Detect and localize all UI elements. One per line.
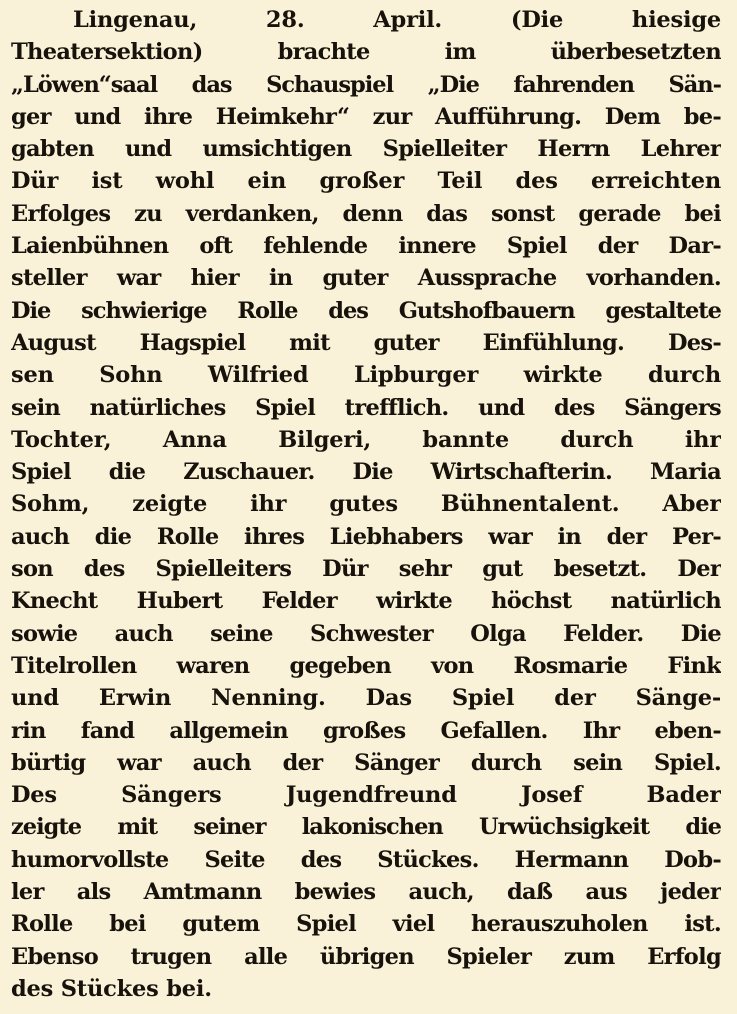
article-line: auch die Rolle ihres Liebhabers war in der Per- bbox=[11, 523, 721, 550]
article-line: „Löwen“saal das Schauspiel „Die fahrenden Sän- bbox=[11, 71, 721, 98]
article-line: Theatersektion) brachte im überbesetzten bbox=[11, 39, 721, 66]
article-line: Dür ist wohl ein großer Teil des erreichten bbox=[11, 168, 721, 195]
article-line: humorvollste Seite des Stückes. Hermann Dob- bbox=[11, 846, 721, 873]
article-line: zeigte mit seiner lakonischen Urwüchsigkeit die bbox=[11, 814, 721, 841]
article-line: Die schwierige Rolle des Gutshofbauern gestaltete bbox=[11, 297, 721, 324]
article-line: son des Spielleiters Dür sehr gut besetzt. Der bbox=[11, 556, 721, 583]
article-line: des Stückes bei. bbox=[11, 975, 212, 1002]
article-body bbox=[11, 4, 721, 1005]
article-line: rin fand allgemein großes Gefallen. Ihr eben- bbox=[11, 717, 721, 744]
article-line: gabten und umsichtigen Spielleiter Herrn Lehrer bbox=[11, 136, 721, 163]
article-line: Erfolges zu verdanken, denn das sonst gerade bei bbox=[11, 200, 721, 227]
article-line: Titelrollen waren gegeben von Rosmarie Fink bbox=[11, 652, 721, 679]
article-line: sowie auch seine Schwester Olga Felder. Die bbox=[11, 620, 721, 647]
article-line: Des Sängers Jugendfreund Josef Bader bbox=[11, 782, 721, 809]
article-line: Knecht Hubert Felder wirkte höchst natürlich bbox=[11, 588, 721, 615]
article-line: Tochter, Anna Bilgeri, bannte durch ihr bbox=[11, 426, 721, 453]
article-line: bürtig war auch der Sänger durch sein Spiel. bbox=[11, 749, 721, 776]
article-line: Spiel die Zuschauer. Die Wirtschafterin. Maria bbox=[11, 459, 721, 486]
article-line: Rolle bei gutem Spiel viel herauszuholen ist. bbox=[11, 911, 721, 938]
article-line: Sohm, zeigte ihr gutes Bühnentalent. Aber bbox=[11, 491, 721, 518]
article-line: Lingenau, 28. April. (Die hiesige bbox=[73, 7, 721, 33]
article-line: Laienbühnen oft fehlende innere Spiel der Dar- bbox=[11, 233, 721, 260]
article-line: steller war hier in guter Aussprache vorhanden. bbox=[11, 265, 721, 292]
article-line: sein natürliches Spiel trefflich. und des Sängers bbox=[11, 394, 721, 421]
article-line: ler als Amtmann bewies auch, daß aus jeder bbox=[11, 879, 721, 906]
article-line: und Erwin Nenning. Das Spiel der Sänge- bbox=[11, 685, 721, 712]
article-line: sen Sohn Wilfried Lipburger wirkte durch bbox=[11, 362, 721, 389]
article-line: August Hagspiel mit guter Einfühlung. Des- bbox=[11, 329, 721, 356]
article-line: Ebenso trugen alle übrigen Spieler zum Erfolg bbox=[11, 943, 721, 970]
article-line: ger und ihre Heimkehr“ zur Aufführung. Dem be- bbox=[11, 103, 721, 130]
